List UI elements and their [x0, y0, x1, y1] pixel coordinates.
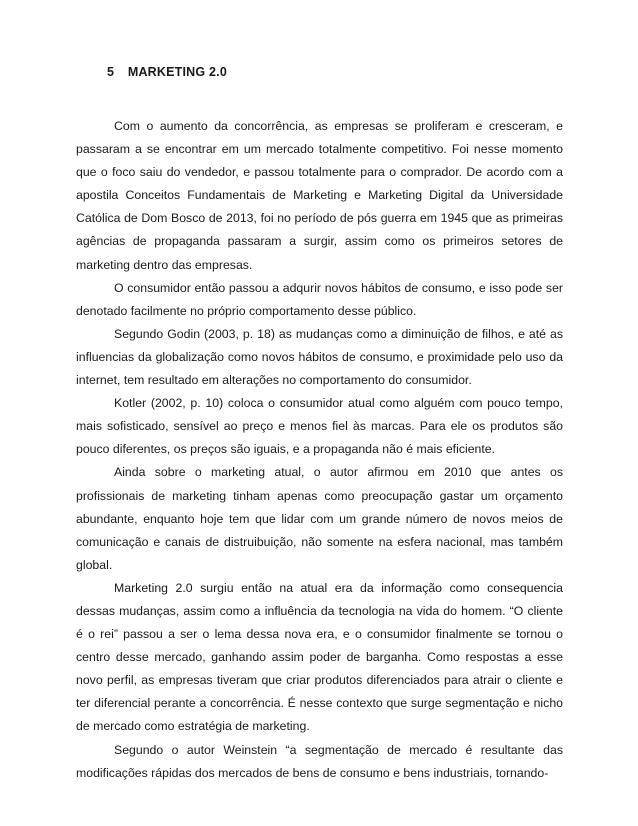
- paragraph: Kotler (2002, p. 10) coloca o consumidor atual como alguém com pouco tempo, mais sofisticado, sensível ao preço e menos fiel às marcas. Para ele os produtos são pouco diferentes, os preços são iguais, e a propaganda não é mais eficiente.: [76, 396, 563, 457]
- paragraph: Segundo Godin (2003, p. 18) as mudanças como a diminuição de filhos, e até as influencias da globalização como novos hábitos de consumo, e proximidade pelo uso da internet, tem resultado em alterações no comportamento do consumidor.: [76, 326, 563, 388]
- paragraph: Segundo o autor Weinstein “a segmentação de mercado é resultante das modificações rápidas dos mercados de bens de consumo e bens industriais, tornando-: [76, 742, 563, 780]
- section-title: MARKETING 2.0: [127, 65, 227, 79]
- paragraph: Marketing 2.0 surgiu então na atual era da informação como consequencia dessas mudanças, assim como a influência da tecnologia na vida do homem. “O cliente é o rei” passou a ser o lema dessa nova era, e o consumidor finalmente se tornou o centro desse mercado, ganhando assim poder de barganha. Como respostas a esse novo perfil, as empresas tiveram que criar produtos diferenciados para atrair o cliente e ter diferencial perante a concorrência. É nesse contexto que surge segmentação e nicho de mercado como estratégia de marketing.: [76, 580, 563, 734]
- section-number: 5: [107, 65, 115, 79]
- paragraph: Com o aumento da concorrência, as empresas se proliferam e cresceram, e passaram a se encontrar em um mercado totalmente competitivo. Foi nesse momento que o foco saiu do vendedor, e passou totalmente para o comprador. De acordo com a apostila Conceitos Fundamentais de Marketing e Marketing Digital da Universidade Católica de Dom Bosco de 2013, foi no período de pós guerra em 1945 que as primeiras agências de propaganda passaram a surgir, assim como os primeiros setores de marketing dentro das empresas.: [76, 119, 563, 272]
- body-text: [76, 115, 563, 785]
- paragraph: O consumidor então passou a adqurir novos hábitos de consumo, e isso pode ser denotado facilmente no próprio comportamento desse público.: [76, 280, 563, 318]
- section-heading: [107, 65, 227, 79]
- paragraph: Ainda sobre o marketing atual, o autor afirmou em 2010 que antes os profissionais de marketing tinham apenas como preocupação gastar um orçamento abundante, enquanto hoje tem que lidar com um grande número de novos meios de comunicação e canais de distruibuição, não somente na esfera nacional, mas também global.: [76, 465, 563, 572]
